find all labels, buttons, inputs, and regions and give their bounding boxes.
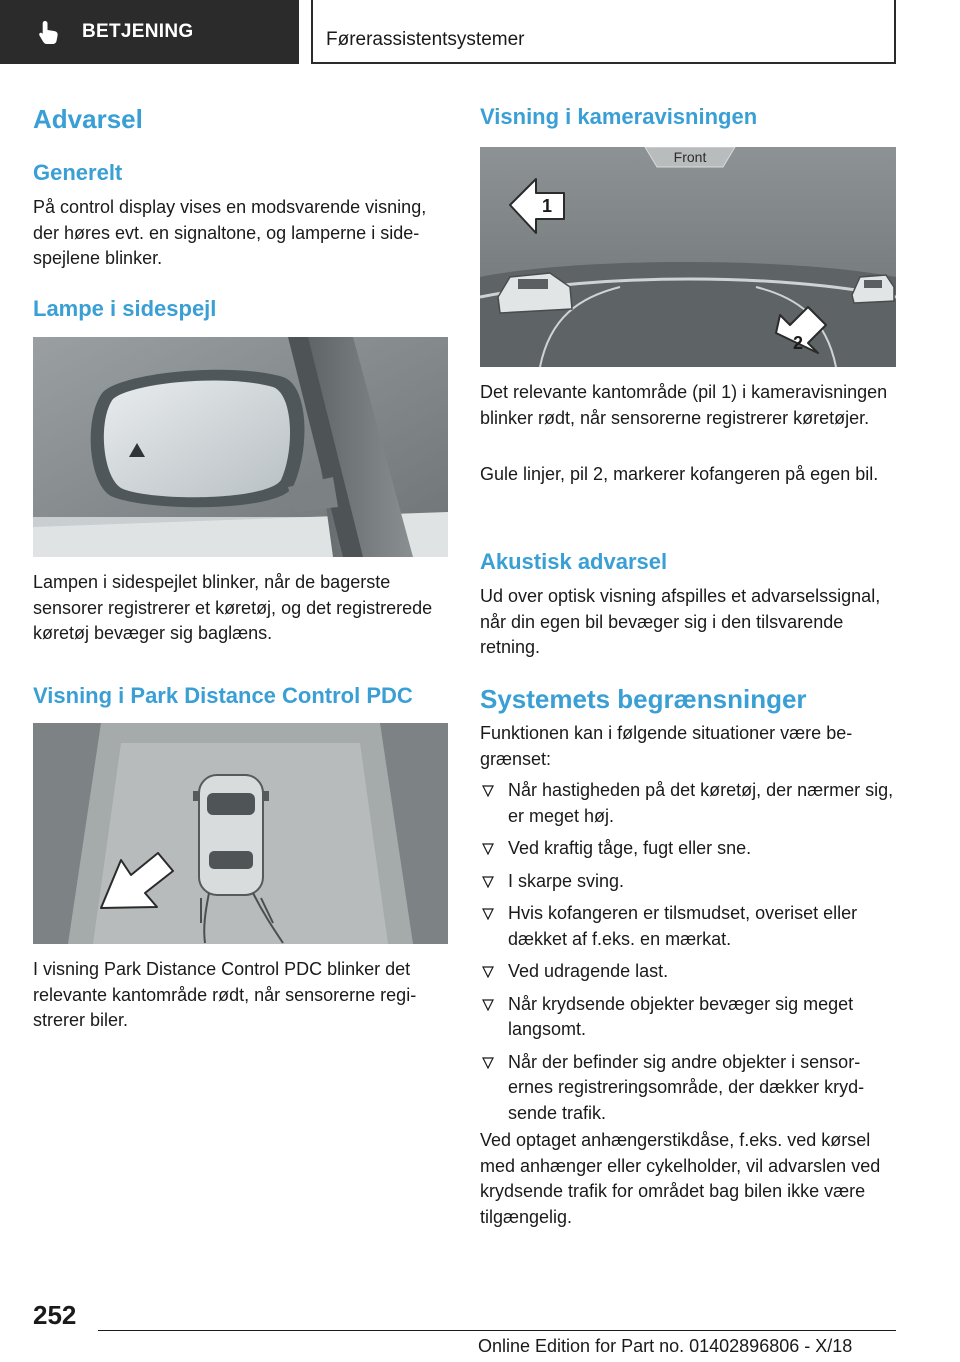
pointing-hand-icon	[36, 19, 62, 45]
triangle-bullet-icon	[482, 966, 494, 978]
heading-advarsel: Advarsel	[33, 104, 143, 134]
heading-camera-view: Visning i kameravisningen	[480, 104, 758, 129]
camera-view-figure	[480, 147, 896, 367]
heading-generelt: Generelt	[33, 160, 123, 185]
pdc-view-figure	[33, 723, 448, 944]
heading-acoustic: Akustisk advarsel	[480, 549, 668, 574]
list-item: I skarpe sving.	[480, 869, 896, 895]
side-mirror-figure	[33, 337, 448, 557]
section-title: Førerassistentsystemer	[326, 29, 525, 50]
pdc-caption: I visning Park Distance Control PDC blinker det relevante kantområde rødt, når sensorerne registrerer biler.	[33, 959, 417, 1030]
list-item: Hvis kofangeren er tilsmudset, overiset eller dækket af f.eks. en mærkat.	[480, 901, 896, 952]
list-item: Ved kraftig tåge, fugt eller sne.	[480, 836, 896, 862]
camera-text-2: Gule linjer, pil 2, markerer kofangeren på egen bil.	[480, 464, 879, 484]
triangle-bullet-icon	[482, 1057, 494, 1069]
page-number: 252	[33, 1300, 77, 1330]
camera-text-1: Det relevante kantområde (pil 1) i kameravisningen blinker rødt, når sensorerne registrerer køretøjer.	[480, 382, 888, 428]
edition-footer: Online Edition for Part no. 01402896806 - X/18	[478, 1336, 853, 1356]
list-item: Når der befinder sig andre objekter i sensorernes registreringsområde, der dækker krydsende trafik.	[480, 1050, 896, 1127]
triangle-bullet-icon	[482, 843, 494, 855]
list-item: Når hastigheden på det køretøj, der nærmer sig, er meget høj.	[480, 778, 896, 829]
list-item: Ved udragende last.	[480, 959, 896, 985]
list-item: Når krydsende objekter bevæger sig meget langsomt.	[480, 992, 896, 1043]
triangle-bullet-icon	[482, 908, 494, 920]
limits-outro: Ved optaget anhængerstikdåse, f.eks. ved kørsel med anhænger eller cykelholder, vil advarslen ved krydsende trafik for området bag bilen ikke være tilgængelig.	[480, 1130, 881, 1227]
car-topview-icon	[193, 775, 269, 895]
footer-divider	[98, 1330, 896, 1331]
acoustic-text: Ud over optisk visning afspilles et advarselssignal, når din egen bil bevæger sig i den tilsvarende retning.	[480, 586, 881, 657]
heading-lampe-sidespejl: Lampe i sidespejl	[33, 296, 217, 321]
triangle-bullet-icon	[482, 876, 494, 888]
chapter-tab	[0, 0, 299, 64]
general-text: På control display vises en modsvarende visning, der høres evt. en signaltone, og lamperne i sidespejlene blinker.	[33, 197, 427, 268]
heading-limitations: Systemets begrænsninger	[480, 684, 807, 714]
heading-pdc-view: Visning i Park Distance Control PDC	[33, 683, 413, 708]
car-right-icon	[852, 275, 894, 303]
arrow-1-label: 1	[542, 196, 553, 216]
triangle-bullet-icon	[482, 999, 494, 1011]
limits-list	[480, 778, 896, 1133]
lamp-caption: Lampen i sidespejlet blinker, når de bagerste sensorer registrerer et køretøj, og det registrerede køretøj bevæger sig baglæns.	[33, 572, 433, 643]
chapter-label: BETJENING	[82, 21, 194, 42]
front-label: Front	[673, 149, 707, 165]
arrow-2-label: 2	[793, 333, 804, 353]
limits-intro: Funktionen kan i følgende situationer være begrænset:	[480, 723, 853, 769]
triangle-bullet-icon	[482, 785, 494, 797]
